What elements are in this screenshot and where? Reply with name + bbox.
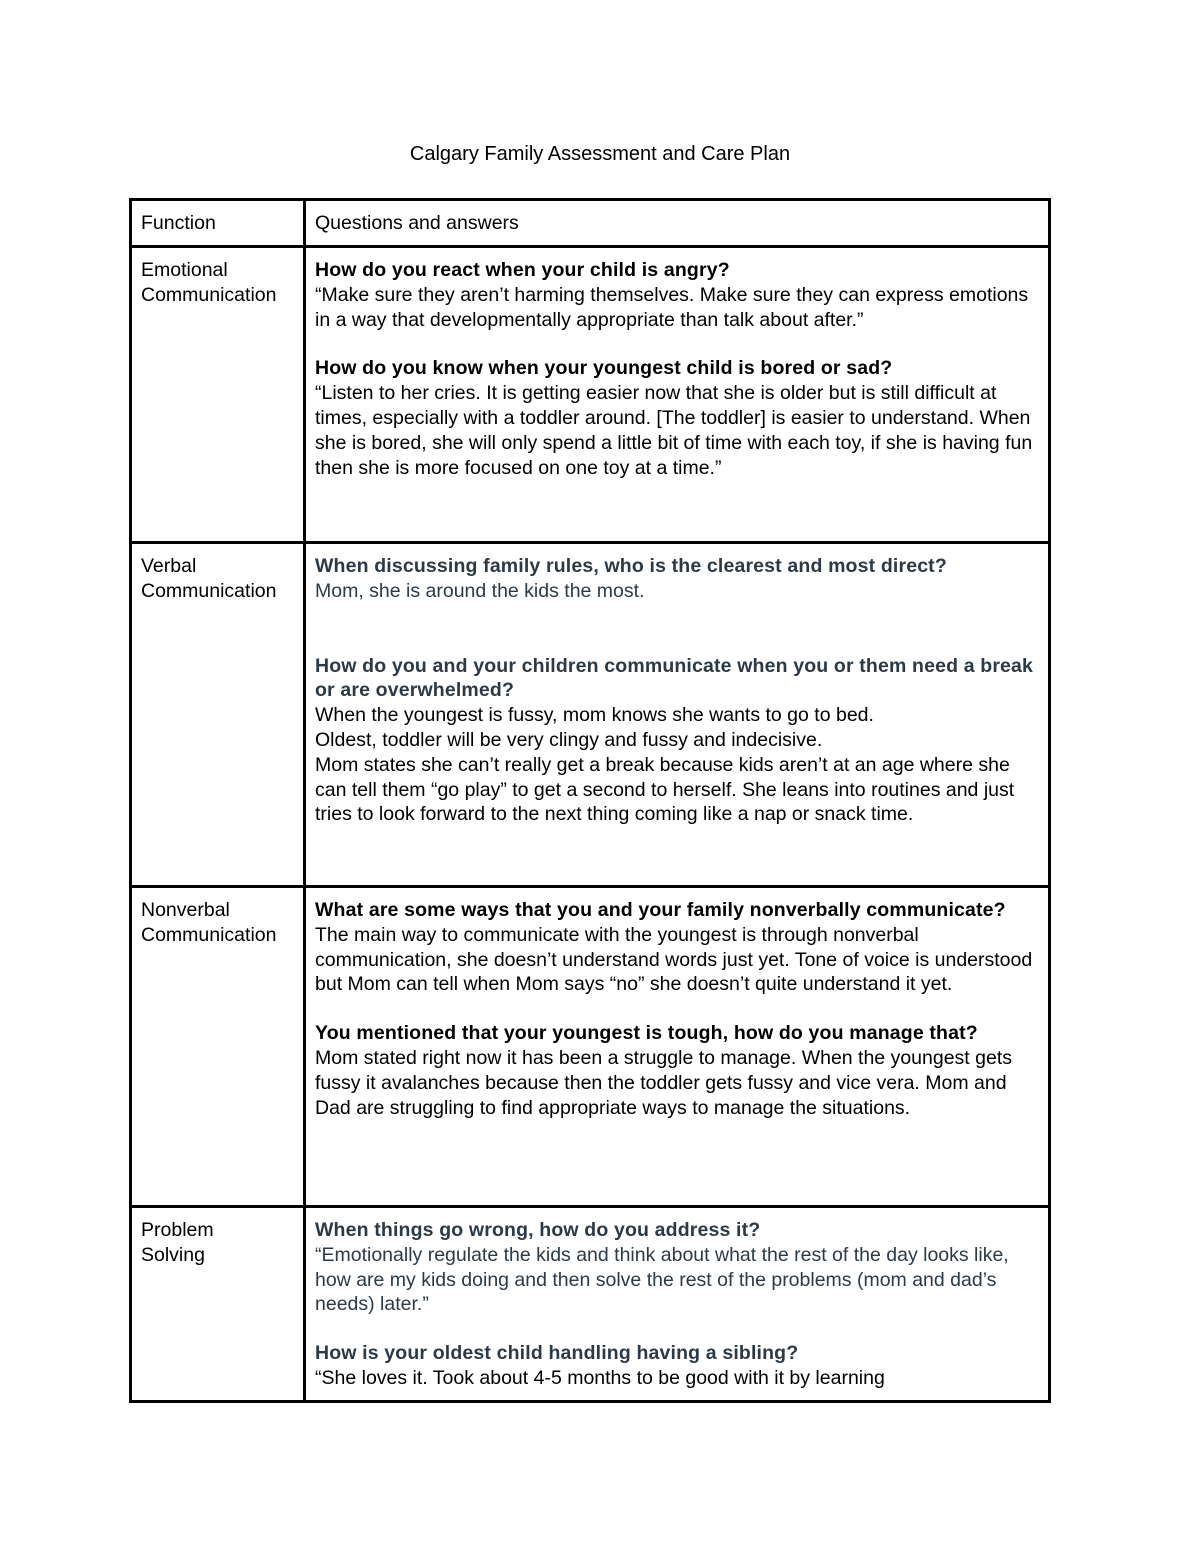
table-header-row	[131, 200, 1050, 247]
function-label-line: Problem	[141, 1219, 214, 1241]
function-cell	[131, 543, 305, 887]
qa-cell	[305, 247, 1050, 543]
qa-cell	[305, 1207, 1050, 1402]
table-row-emotional	[131, 247, 1050, 543]
answer: “Make sure they aren’t harming themselves. Make sure they can express emotions in a way that developmentally appropriate than talk about after.”	[315, 283, 1029, 331]
question: How do you know when your youngest child is bored or sad?	[315, 357, 893, 380]
qa-cell	[305, 887, 1050, 1207]
function-label-line: Communication	[141, 283, 277, 306]
page-title: Calgary Family Assessment and Care Plan	[409, 143, 791, 165]
answer: “Listen to her cries. It is getting easier now that she is older but is still difficult at times, especially with a toddler around. [The toddler] is easier to understand. When she is bored, she will only spend a little bit of time with each toy, if she is having fun then she is more focused on one toy at a time.”	[315, 382, 1033, 479]
question: When discussing family rules, who is the clearest and most direct?	[315, 555, 947, 577]
assessment-table	[129, 198, 1051, 1403]
table-row-verbal	[131, 543, 1050, 887]
function-label-line: Communication	[141, 923, 277, 946]
function-cell	[131, 887, 305, 1207]
answer: Mom stated right now it has been a struggle to manage. When the youngest gets fussy it avalanches because then the toddler gets fussy and vice vera. Mom and Dad are struggling to find appropriate ways to manage the situations.	[315, 1046, 1012, 1119]
answer: Oldest, toddler will be very clingy and fussy and indecisive.	[315, 728, 823, 751]
function-label-line: Nonverbal	[141, 899, 230, 921]
function-label-line: Communication	[141, 579, 277, 602]
qa-cell	[305, 543, 1050, 887]
function-label-line: Emotional	[141, 259, 228, 281]
table-row-nonverbal	[131, 887, 1050, 1207]
function-label-line: Solving	[141, 1243, 205, 1266]
table-row-problem-solving	[131, 1207, 1050, 1402]
function-cell	[131, 1207, 305, 1402]
question: You mentioned that your youngest is tough, how do you manage that?	[315, 1022, 978, 1045]
answer: Mom states she can’t really get a break because kids aren’t at an age where she can tell them “go play” to get a second to herself. She leans into routines and just tries to look forward to the next thing coming like a nap or snack time.	[315, 753, 1015, 826]
function-cell	[131, 247, 305, 543]
answer: When the youngest is fussy, mom knows she wants to go to bed.	[315, 704, 874, 727]
header-function: Function	[131, 200, 305, 247]
question: How do you react when your child is angry?	[315, 259, 730, 281]
answer: Mom, she is around the kids the most.	[315, 579, 645, 602]
header-questions-answers: Questions and answers	[305, 200, 1050, 247]
answer: “Emotionally regulate the kids and think about what the rest of the day looks like, how are my kids doing and then solve the rest of the problems (mom and dad’s needs) later.”	[315, 1243, 1009, 1316]
function-label-line: Verbal	[141, 555, 197, 577]
answer: “She loves it. Took about 4-5 months to be good with it by learning	[315, 1366, 885, 1389]
question: What are some ways that you and your family nonverbally communicate?	[315, 899, 1006, 921]
answer: The main way to communicate with the youngest is through nonverbal communication, she doesn’t understand words just yet. Tone of voice is understood but Mom can tell when Mom says “no” she doesn’t quite understand it yet.	[315, 923, 1033, 996]
question: How is your oldest child handling having a sibling?	[315, 1342, 799, 1365]
question: How do you and your children communicate when you or them need a break or are overwhelmed?	[315, 654, 1034, 702]
question: When things go wrong, how do you address it?	[315, 1219, 761, 1241]
